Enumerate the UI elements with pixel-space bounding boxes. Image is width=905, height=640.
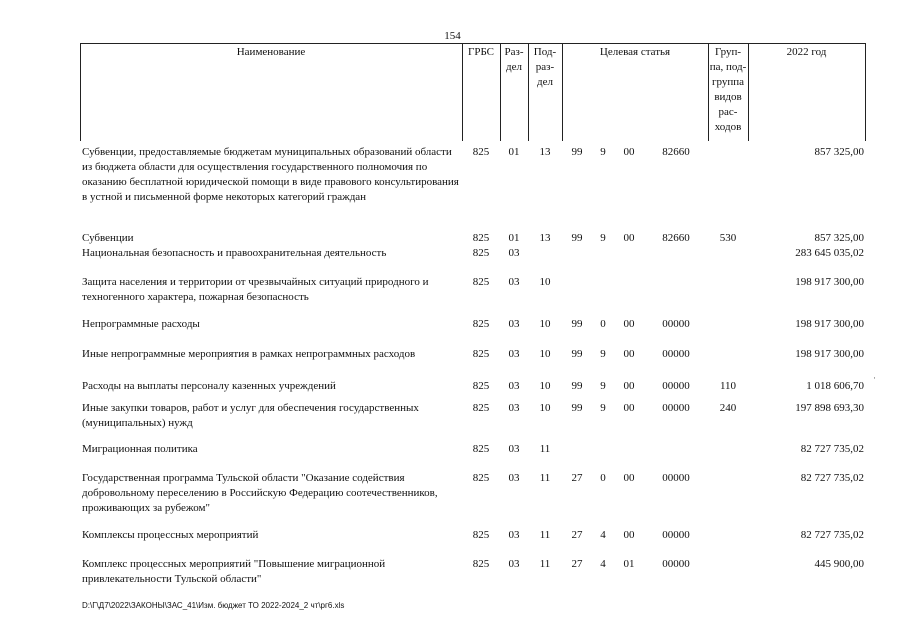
- row-podrazdel: 10: [539, 380, 551, 392]
- row-podrazdel: 10: [539, 348, 551, 360]
- row-group: 110: [719, 380, 737, 392]
- row-target-event: 00: [623, 318, 635, 330]
- row-podrazdel: 13: [539, 146, 551, 158]
- row-target-program: 99: [571, 232, 583, 244]
- row-target-program: 27: [571, 472, 583, 484]
- row-grbs: 825: [472, 276, 490, 288]
- row-target-event: 00: [623, 380, 635, 392]
- row-sum: 198 917 300,00: [795, 276, 864, 288]
- row-sum: 198 917 300,00: [795, 348, 864, 360]
- row-sum: 445 900,00: [814, 558, 864, 570]
- row-name: Субвенции: [82, 232, 134, 244]
- row-target-program: 27: [571, 529, 583, 541]
- row-name: Защита населения и территории от чрезвычайных ситуаций природного и техногенного характера, пожарная безопасность: [82, 276, 429, 303]
- row-name: Комплекс процессных мероприятий "Повышение миграционной привлекательности Тульской области": [82, 558, 386, 585]
- row-target-direction: 82660: [662, 232, 690, 244]
- row-target-subprogram: 4: [600, 529, 606, 541]
- row-target-event: 00: [623, 472, 635, 484]
- page-number: 154: [444, 30, 461, 42]
- row-grbs: 825: [472, 232, 490, 244]
- row-target-program: 99: [571, 380, 583, 392]
- header-razdel: [500, 45, 528, 75]
- header-group-line: ходов: [714, 121, 742, 133]
- row-grbs: 825: [472, 402, 490, 414]
- header-razdel-line: Раз-: [504, 46, 524, 58]
- row-razdel: 03: [508, 558, 520, 570]
- row-razdel: 03: [508, 402, 520, 414]
- row-target-event: 00: [623, 146, 635, 158]
- row-target-subprogram: 9: [600, 402, 606, 414]
- header-podrazdel-line: Под-: [533, 46, 557, 58]
- row-target-subprogram: 4: [600, 558, 606, 570]
- row-sum: 857 325,00: [814, 146, 864, 158]
- row-target-program: 27: [571, 558, 583, 570]
- header-name: Наименование: [236, 46, 306, 58]
- row-name: Национальная безопасность и правоохранительная деятельность: [82, 247, 387, 259]
- row-razdel: 03: [508, 318, 520, 330]
- row-name: Иные непрограммные мероприятия в рамках непрограммных расходов: [82, 348, 416, 360]
- row-podrazdel: 10: [539, 402, 551, 414]
- row-razdel: 03: [508, 529, 520, 541]
- row-target-direction: 00000: [662, 472, 690, 484]
- row-target-direction: 00000: [662, 348, 690, 360]
- scan-speck: ·: [873, 373, 876, 383]
- row-grbs: 825: [472, 380, 490, 392]
- row-grbs: 825: [472, 529, 490, 541]
- row-target-subprogram: 0: [600, 472, 606, 484]
- row-target-direction: 00000: [662, 318, 690, 330]
- header-year: 2022 год: [786, 46, 827, 58]
- row-name: Миграционная политика: [82, 443, 198, 455]
- header-divider: [865, 43, 866, 141]
- row-sum: 197 898 693,30: [795, 402, 864, 414]
- row-target-program: 99: [571, 318, 583, 330]
- row-razdel: 03: [508, 348, 520, 360]
- row-name: Субвенции, предоставляемые бюджетам муниципальных образований области из бюджета области для осуществления государственного полномочия по оказанию бесплатной юридической помощи в виде правового консультирования в устной и письменной форме некоторых категорий граждан: [82, 146, 459, 203]
- table-header: [80, 43, 866, 141]
- row-grbs: 825: [472, 558, 490, 570]
- header-podrazdel-line: раз-: [535, 61, 555, 73]
- header-grbs: ГРБС: [467, 46, 495, 58]
- row-podrazdel: 10: [539, 276, 551, 288]
- row-sum: 82 727 735,02: [800, 472, 864, 484]
- row-target-program: 99: [571, 348, 583, 360]
- row-name: Комплексы процессных мероприятий: [82, 529, 259, 541]
- row-grbs: 825: [472, 443, 490, 455]
- row-razdel: 03: [508, 276, 520, 288]
- row-razdel: 03: [508, 472, 520, 484]
- row-target-direction: 00000: [662, 402, 690, 414]
- row-name: Иные закупки товаров, работ и услуг для обеспечения государственных (муниципальных) нужд: [82, 402, 419, 429]
- row-target-program: 99: [571, 146, 583, 158]
- header-group-line: видов: [714, 91, 742, 103]
- row-target-subprogram: 9: [600, 348, 606, 360]
- row-podrazdel: 11: [539, 558, 551, 570]
- row-razdel: 03: [508, 247, 520, 259]
- row-target-event: 00: [623, 348, 635, 360]
- row-grbs: 825: [472, 146, 490, 158]
- row-target-direction: 82660: [662, 146, 690, 158]
- row-group: 530: [719, 232, 737, 244]
- row-razdel: 03: [508, 380, 520, 392]
- row-name: Непрограммные расходы: [82, 318, 200, 330]
- file-path-footer: D:\Г\Д7\2022\ЗАКОНЫ\ЗАС_41\Изм. бюджет ТО 2022-2024_2 чт\рг6.xls: [82, 601, 345, 610]
- header-podrazdel: [528, 45, 562, 90]
- row-sum: 198 917 300,00: [795, 318, 864, 330]
- row-name: Расходы на выплаты персоналу казенных учреждений: [82, 380, 336, 392]
- row-target-event: 00: [623, 402, 635, 414]
- row-razdel: 03: [508, 443, 520, 455]
- row-target-subprogram: 0: [600, 318, 606, 330]
- row-target-direction: 00000: [662, 380, 690, 392]
- row-razdel: 01: [508, 232, 520, 244]
- row-grbs: 825: [472, 247, 490, 259]
- row-target-subprogram: 9: [600, 380, 606, 392]
- row-grbs: 825: [472, 318, 490, 330]
- header-group-line: рас-: [718, 106, 738, 118]
- row-group: 240: [719, 402, 737, 414]
- row-name: Государственная программа Тульской области "Оказание содействия добровольному переселению в Российскую Федерацию соотечественников, проживающих за рубежом": [82, 472, 438, 514]
- row-sum: 283 645 035,02: [795, 247, 864, 259]
- row-podrazdel: 11: [539, 529, 551, 541]
- row-sum: 1 018 606,70: [806, 380, 864, 392]
- row-target-event: 00: [623, 529, 635, 541]
- row-target-event: 01: [623, 558, 635, 570]
- header-group-line: Груп-: [714, 46, 742, 58]
- header-group-line: па, под-: [709, 61, 747, 73]
- row-podrazdel: 11: [539, 443, 551, 455]
- row-podrazdel: 10: [539, 318, 551, 330]
- header-podrazdel-line: дел: [537, 76, 553, 88]
- header-group: [708, 45, 748, 135]
- row-grbs: 825: [472, 472, 490, 484]
- row-grbs: 825: [472, 348, 490, 360]
- header-razdel-line: дел: [506, 61, 522, 73]
- row-target-program: 99: [571, 402, 583, 414]
- header-group-line: группа: [711, 76, 745, 88]
- row-target-direction: 00000: [662, 558, 690, 570]
- row-target-direction: 00000: [662, 529, 690, 541]
- row-sum: 82 727 735,02: [800, 443, 864, 455]
- row-razdel: 01: [508, 146, 520, 158]
- row-target-subprogram: 9: [600, 232, 606, 244]
- row-sum: 82 727 735,02: [800, 529, 864, 541]
- header-target: Целевая статья: [599, 46, 671, 58]
- row-target-subprogram: 9: [600, 146, 606, 158]
- row-target-event: 00: [623, 232, 635, 244]
- row-sum: 857 325,00: [814, 232, 864, 244]
- row-podrazdel: 13: [539, 232, 551, 244]
- row-podrazdel: 11: [539, 472, 551, 484]
